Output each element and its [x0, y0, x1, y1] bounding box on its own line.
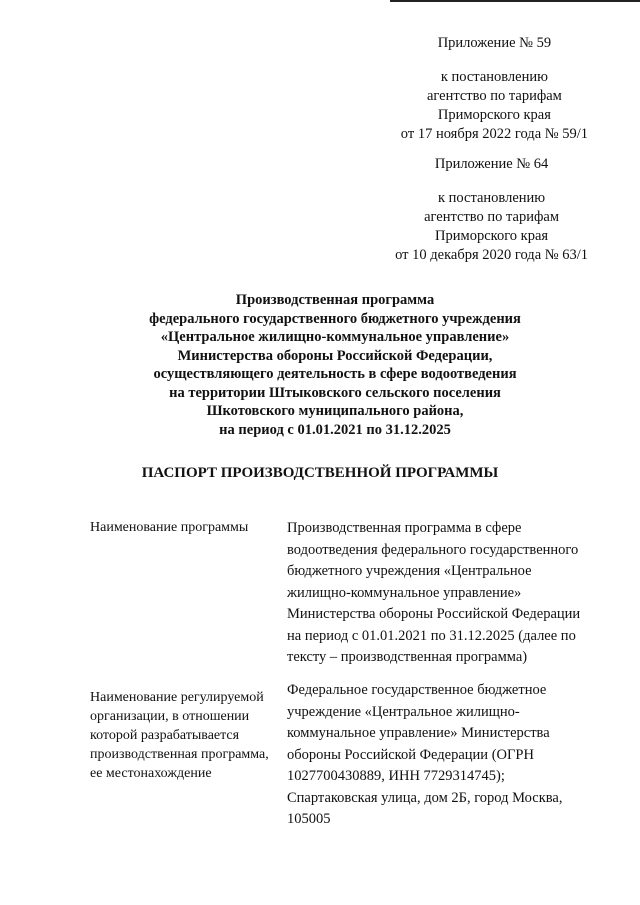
appendix-number: Приложение № 59 [437, 35, 552, 51]
value-line: жилищно-коммунальное управление» [287, 584, 522, 601]
appendix-line: к постановлению [440, 69, 548, 85]
label-line: которой разрабатывается [90, 728, 240, 743]
program-name-label [90, 518, 275, 537]
value-line: на период с 01.01.2021 по 31.12.2025 (далее по [287, 627, 576, 644]
title-line: Шкотовского муниципального района, [206, 403, 464, 419]
appendix-line: от 10 декабря 2020 года № 63/1 [395, 247, 588, 263]
value-line: водоотведения федерального государственного [287, 541, 579, 558]
value-line: Министерства обороны Российской Федерации [287, 606, 581, 622]
value-line: Спартаковская улица, дом 2Б, город Москва, [287, 789, 563, 806]
value-line: Производственная программа в сфере [287, 520, 522, 536]
value-line: бюджетного учреждения «Центральное [287, 563, 532, 579]
appendix-64-block [395, 155, 588, 265]
appendix-59-block [401, 34, 588, 144]
value-line: тексту – производственная программа) [287, 649, 528, 665]
appendix-line: Приморского края [435, 228, 549, 244]
appendix-line: от 17 ноября 2022 года № 59/1 [400, 126, 588, 142]
value-line: 105005 [287, 811, 331, 827]
title-line: Министерства обороны Российской Федерации, [177, 347, 493, 364]
title-line: на территории Штыковского сельского поселения [169, 384, 501, 401]
appendix-line: агентство по тарифам [424, 209, 560, 225]
scan-edge-line [390, 0, 640, 2]
document-title [70, 291, 600, 439]
label-line: ее местонахождение [90, 766, 212, 781]
label-line: производственная программа, [90, 747, 269, 762]
title-line: «Центральное жилищно-коммунальное управление» [160, 329, 510, 345]
appendix-line: к постановлению [438, 190, 546, 206]
value-line: Федеральное государственное бюджетное [287, 682, 547, 698]
label-line: Наименование программы [90, 520, 249, 535]
organization-name-label [90, 688, 275, 783]
passport-heading: ПАСПОРТ ПРОИЗВОДСТВЕННОЙ ПРОГРАММЫ [141, 465, 499, 481]
title-line: Производственная программа [235, 292, 435, 308]
title-line: на период с 01.01.2021 по 31.12.2025 [219, 421, 451, 438]
value-line: коммунальное управление» Министерства [287, 725, 550, 741]
value-line: обороны Российской Федерации (ОГРН [287, 746, 534, 763]
label-line: Наименование регулируемой [90, 690, 264, 705]
label-line: организации, в отношении [90, 709, 250, 724]
value-line: 1027700430889, ИНН 7729314745); [287, 768, 505, 784]
title-line: федерального государственного бюджетного учреждения [149, 310, 521, 327]
appendix-number: Приложение № 64 [434, 156, 549, 172]
value-line: учреждение «Центральное жилищно- [287, 703, 520, 720]
program-name-value [287, 518, 607, 669]
organization-name-value [287, 680, 607, 831]
appendix-line: агентство по тарифам [426, 88, 562, 104]
title-line: осуществляющего деятельность в сфере водоотведения [153, 366, 517, 382]
appendix-line: Приморского края [437, 107, 551, 123]
